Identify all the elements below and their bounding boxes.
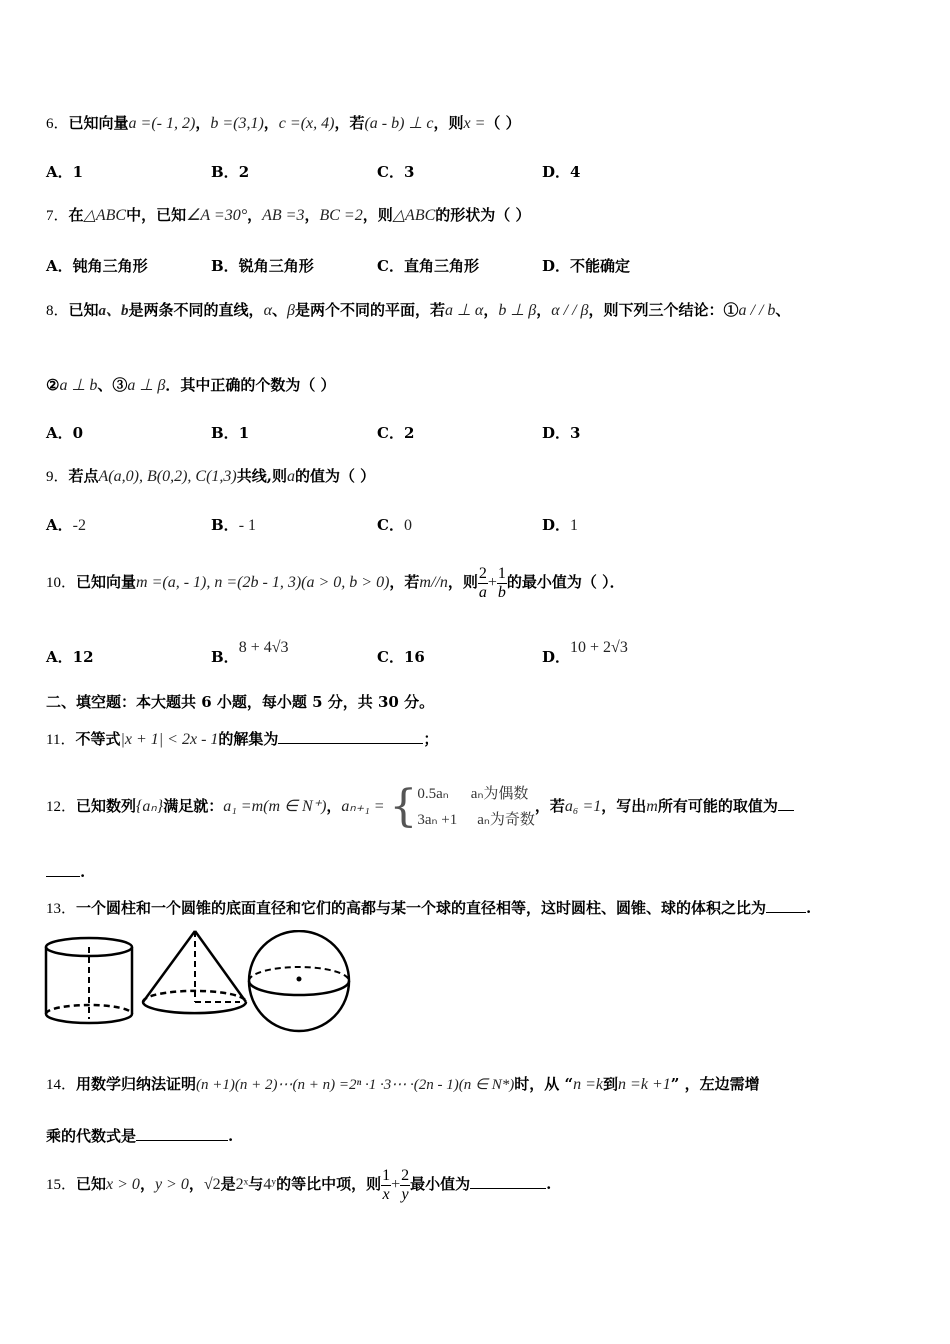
cylinder-figure [44, 935, 136, 1027]
q10-number: 10． [46, 575, 77, 591]
q10-option-c: C．16 [377, 648, 425, 666]
q6-option-b: B．2 [211, 163, 250, 181]
cone-figure [140, 928, 250, 1020]
q6-option-a: A．1 [46, 163, 84, 181]
q7-option-a: A．钝角三角形 [46, 257, 148, 275]
q15-stem: 15．已知x > 0，y > 0，√2是2ˣ与4ʸ的等比中项，则 $\frac{1}{x}$ + $\frac{2}{y}$ 最小值为 . [46, 1166, 552, 1203]
q10-option-a: A．12 [46, 648, 94, 666]
q11-stem: 11．不等式|x + 1| < 2x - 1的解集为 ； [46, 730, 439, 748]
vector-a: a =(- 1, 2) [128, 115, 196, 132]
q12-stem-line2: . [46, 862, 85, 882]
sphere-figure [246, 930, 352, 1034]
q9-option-a: A．-2 [46, 516, 86, 534]
q10-option-d: D．10 + 2√3 [542, 639, 628, 666]
fraction-1-over-b: $\frac{1}{b}$ [497, 564, 506, 601]
section-heading: 二、填空题：本大题共 6 小题，每小题 5 分，共 30 分。 [46, 693, 435, 711]
fraction-2-over-y: $\frac{2}{y}$ [401, 1166, 410, 1203]
q8-option-c: C．2 [377, 424, 415, 442]
q7-number: 7． [46, 208, 69, 224]
fraction-1-over-x: $\frac{1}{x}$ [382, 1166, 391, 1203]
q13-stem: 13．一个圆柱和一个圆锥的底面直径和它们的高都与某一个球的直径相等，这时圆柱、圆锥、球的体积之比为 . [46, 899, 812, 917]
piecewise-brace: { [389, 781, 418, 832]
q8-option-b: B．1 [211, 424, 250, 442]
q7-option-b: B．锐角三角形 [211, 257, 314, 275]
q8-stem: 8．已知a、b是两条不同的直线，α、β是两个不同的平面，若a ⊥ α，b ⊥ β，α / / β，则下列三个结论：①a / / b、 [46, 301, 791, 319]
side-ab: AB =3 [262, 207, 305, 224]
q8-option-d: D．3 [542, 424, 581, 442]
q14-stem: 14．用数学归纳法证明(n +1)(n + 2)⋯(n + n) =2ⁿ ·1 ·3⋯ ·(2n - 1)(n ∈ N*)时，从 “n =k到n =k +1” ，左边需增 [46, 1075, 760, 1093]
answer-blank [136, 1140, 228, 1141]
q6-option-d: D．4 [542, 163, 581, 181]
q9-option-d: D．1 [542, 516, 579, 534]
angle-a: ∠A =30° [186, 207, 248, 224]
q12-stem: 12．已知数列{aₙ}满足就：a₁ =m(m ∈ N⁺)，aₙ₊₁ = {0.5aₙ aₙ为偶数 3aₙ +1 aₙ为奇数，若a₆ =1，写出m所有可能的取值为 [46, 780, 794, 833]
q9-option-c: C．0 [377, 516, 412, 534]
q6-option-c: C．3 [377, 163, 415, 181]
q8-option-a: A．0 [46, 424, 84, 442]
vector-b: b =(3,1) [210, 115, 264, 132]
q15-number: 15． [46, 1177, 77, 1193]
q6-number: 6． [46, 116, 69, 132]
q12-number: 12． [46, 799, 77, 815]
q7-option-c: C．直角三角形 [377, 257, 479, 275]
q7-option-d: D．不能确定 [542, 257, 631, 275]
q8-stem-line2: ②a ⊥ b、③a ⊥ β．其中正确的个数为（ ） [46, 376, 336, 394]
q13-number: 13． [46, 901, 77, 917]
fraction-2-over-a: $\frac{2}{a}$ [478, 564, 487, 601]
answer-blank [766, 912, 806, 913]
perp-condition: (a - b) ⊥ c [364, 115, 434, 132]
answer-blank [46, 876, 80, 877]
q10-option-b: B．8 + 4√3 [211, 639, 289, 666]
q8-number: 8． [46, 303, 69, 319]
points: A(a,0), B(0,2), C(1,3) [98, 468, 237, 485]
triangle-abc: △ABC [83, 207, 127, 224]
q14-number: 14． [46, 1077, 77, 1093]
q9-number: 9． [46, 469, 69, 485]
vector-c: c =(x, 4) [278, 115, 335, 132]
q11-number: 11． [46, 732, 76, 748]
q7-stem: 7．在△ABC中，已知∠A =30°，AB =3，BC =2，则△ABC的形状为（ ） [46, 206, 531, 224]
side-bc: BC =2 [319, 207, 363, 224]
q9-option-b: B．- 1 [211, 516, 257, 534]
q14-stem-line2: 乘的代数式是 . [46, 1127, 234, 1145]
q9-stem: 9．若点A(a,0), B(0,2), C(1,3)共线,则a的值为（ ） [46, 467, 376, 485]
piecewise-cases: 0.5aₙ aₙ为偶数 3aₙ +1 aₙ为奇数 [417, 786, 535, 828]
answer-blank [278, 743, 423, 744]
q10-stem: 10．已知向量m =(a, - 1), n =(2b - 1, 3)(a > 0, b > 0)，若m//n，则 $\frac{2}{a}$ + $\frac{1}{b}$ 的最小值为（ ）． [46, 564, 625, 601]
q6-stem: 6．已知向量a =(- 1, 2)，b =(3,1)，c =(x, 4)，若(a - b) ⊥ c，则x =（ ） [46, 114, 521, 132]
answer-blank [470, 1188, 546, 1189]
